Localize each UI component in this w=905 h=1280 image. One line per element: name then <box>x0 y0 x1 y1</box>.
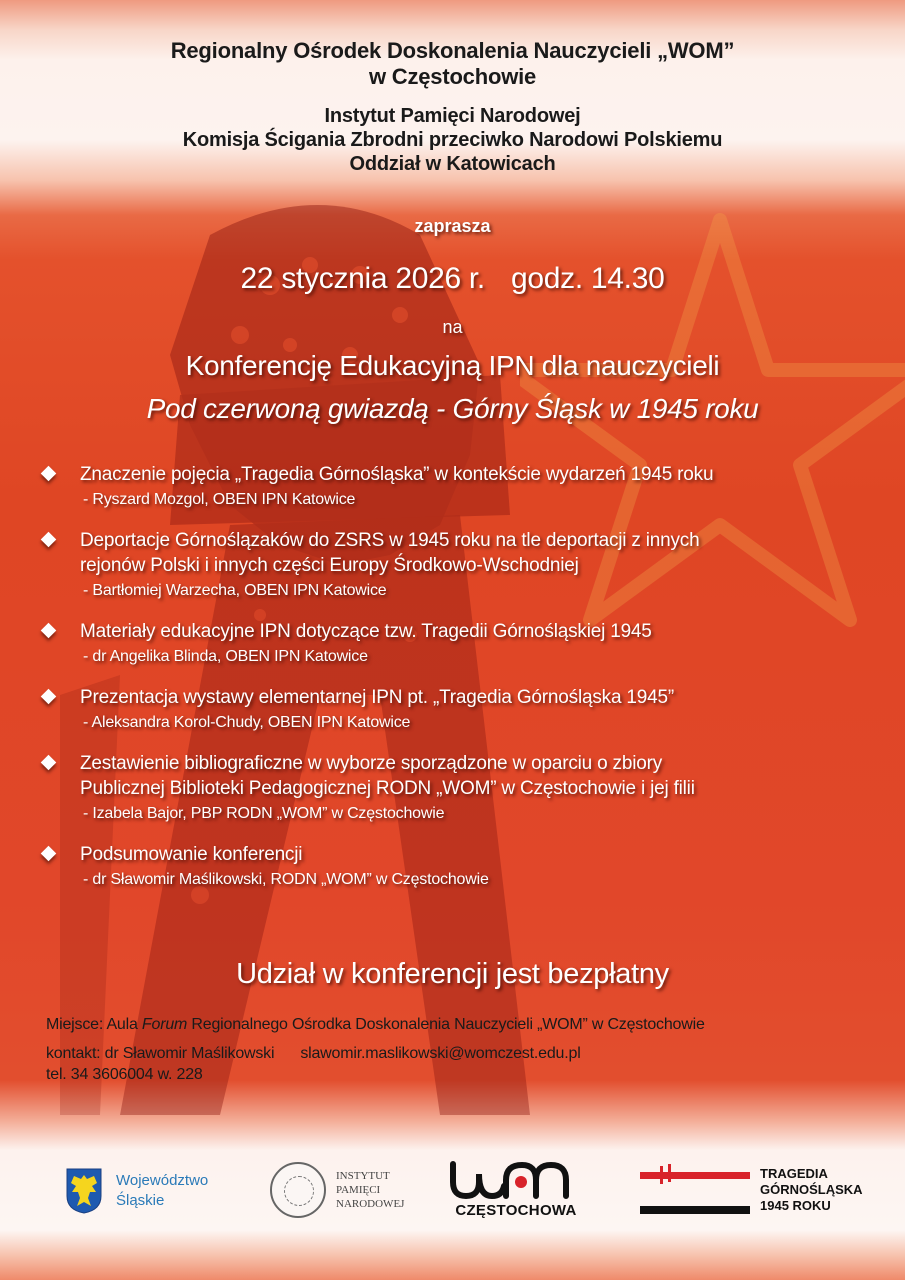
agenda-item-title: Zestawienie bibliograficzne w wyborze sporządzone w oparciu o zbiory <box>80 753 663 774</box>
wom-wordmark-icon <box>448 1160 584 1200</box>
venue-suffix: Regionalnego Ośrodka Doskonalenia Nauczycieli „WOM” w Częstochowie <box>187 1016 705 1033</box>
diamond-bullet-icon <box>41 532 57 548</box>
contact-email-link[interactable]: slawomir.maslikowski@womczest.edu.pl <box>300 1045 581 1062</box>
partner-logos <box>0 1160 905 1230</box>
diamond-bullet-icon <box>41 623 57 639</box>
contact-info <box>46 1045 581 1063</box>
agenda-item-title: Znaczenie pojęcia „Tragedia Górnośląska” w kontekście wydarzeń 1945 roku <box>80 464 714 485</box>
tragedia-line3: 1945 ROKU <box>760 1198 831 1213</box>
tragedia-line2: GÓRNOŚLĄSKA <box>760 1182 863 1197</box>
logo-wom-czestochowa <box>448 1160 584 1219</box>
organizer-name: Regionalny Ośrodek Doskonalenia Nauczycieli „WOM” <box>170 38 735 63</box>
tragedia-line1: TRAGEDIA <box>760 1166 828 1181</box>
agenda-item-speaker: - Aleksandra Korol-Chudy, OBEN IPN Katowice <box>83 714 411 731</box>
venue-info <box>46 1016 705 1034</box>
ipn-logo-line1: INSTYTUT <box>336 1170 390 1182</box>
barbed-wire-icon <box>640 1164 750 1216</box>
eagle-coat-of-arms-icon <box>66 1168 102 1214</box>
invites-text: zaprasza <box>414 216 491 236</box>
agenda-item <box>38 528 878 602</box>
agenda-item-title: Prezentacja wystawy elementarnej IPN pt. „Tragedia Górnośląska 1945” <box>80 687 674 708</box>
wom-city-label: CZĘSTOCHOWA <box>455 1202 577 1219</box>
event-datetime <box>0 262 905 296</box>
agenda-item-title: Deportacje Górnoślązaków do ZSRS w 1945 roku na tle deportacji z innych <box>80 530 700 551</box>
agenda-item-speaker: - dr Sławomir Maślikowski, RODN „WOM” w Częstochowie <box>83 871 489 888</box>
agenda-item <box>38 619 878 668</box>
co-organizer-header <box>0 104 905 176</box>
logo-tragedia-gornoslaska <box>640 1164 863 1216</box>
agenda-item-title-cont: rejonów Polski i innych części Europy Środkowo-Wschodniej <box>80 555 579 576</box>
organizer-header <box>0 38 905 90</box>
free-participation-note: Udział w konferencji jest bezpłatny <box>236 958 669 990</box>
agenda-item-speaker: - dr Angelika Blinda, OBEN IPN Katowice <box>83 648 368 665</box>
agenda-item-title: Podsumowanie konferencji <box>80 844 303 865</box>
diamond-bullet-icon <box>41 846 57 862</box>
agenda-item-title: Materiały edukacyjne IPN dotyczące tzw. Tragedii Górnośląskiej 1945 <box>80 621 652 642</box>
venue-prefix: Miejsce: Aula <box>46 1016 142 1033</box>
agenda-item-speaker: - Bartłomiej Warzecha, OBEN IPN Katowice <box>83 582 387 599</box>
organizer-city: w Częstochowie <box>368 64 537 89</box>
ipn-seal-icon <box>270 1162 326 1218</box>
agenda-item-title-cont: Publicznej Biblioteki Pedagogicznej RODN „WOM” w Częstochowie i jej filii <box>80 778 695 799</box>
event-date: 22 stycznia 2026 r. <box>240 262 485 295</box>
conference-subtitle: Pod czerwoną gwiazdą - Górny Śląsk w 1945 roku <box>146 393 759 424</box>
conference-title: Konferencję Edukacyjną IPN dla nauczycieli <box>185 350 720 381</box>
diamond-bullet-icon <box>41 466 57 482</box>
ipn-logo-line3: NARODOWEJ <box>336 1198 405 1210</box>
diamond-bullet-icon <box>41 755 57 771</box>
agenda-item-speaker: - Ryszard Mozgol, OBEN IPN Katowice <box>83 491 356 508</box>
diamond-bullet-icon <box>41 689 57 705</box>
agenda-item <box>38 842 878 891</box>
na-text: na <box>442 317 463 337</box>
agenda-item-speaker: - Izabela Bajor, PBP RODN „WOM” w Częstochowie <box>83 805 445 822</box>
ipn-logo-line2: PAMIĘCI <box>336 1184 381 1196</box>
slaskie-line2: Śląskie <box>116 1192 165 1209</box>
contact-person: kontakt: dr Sławomir Maślikowski <box>46 1045 275 1062</box>
ipn-name: Instytut Pamięci Narodowej <box>324 105 581 127</box>
slaskie-line1: Województwo <box>116 1172 209 1189</box>
ipn-commission: Komisja Ścigania Zbrodni przeciwko Narodowi Polskiemu <box>182 129 723 151</box>
agenda-item <box>38 685 878 734</box>
agenda-item <box>38 462 878 511</box>
logo-wojewodztwo-slaskie <box>66 1168 208 1214</box>
event-time: godz. 14.30 <box>510 262 665 295</box>
venue-hall-name: Forum <box>141 1016 188 1033</box>
agenda-list <box>38 462 878 908</box>
ipn-branch: Oddział w Katowicach <box>349 153 556 175</box>
agenda-item <box>38 751 878 825</box>
logo-ipn <box>270 1162 404 1218</box>
contact-phone: tel. 34 3606004 w. 228 <box>46 1066 203 1083</box>
